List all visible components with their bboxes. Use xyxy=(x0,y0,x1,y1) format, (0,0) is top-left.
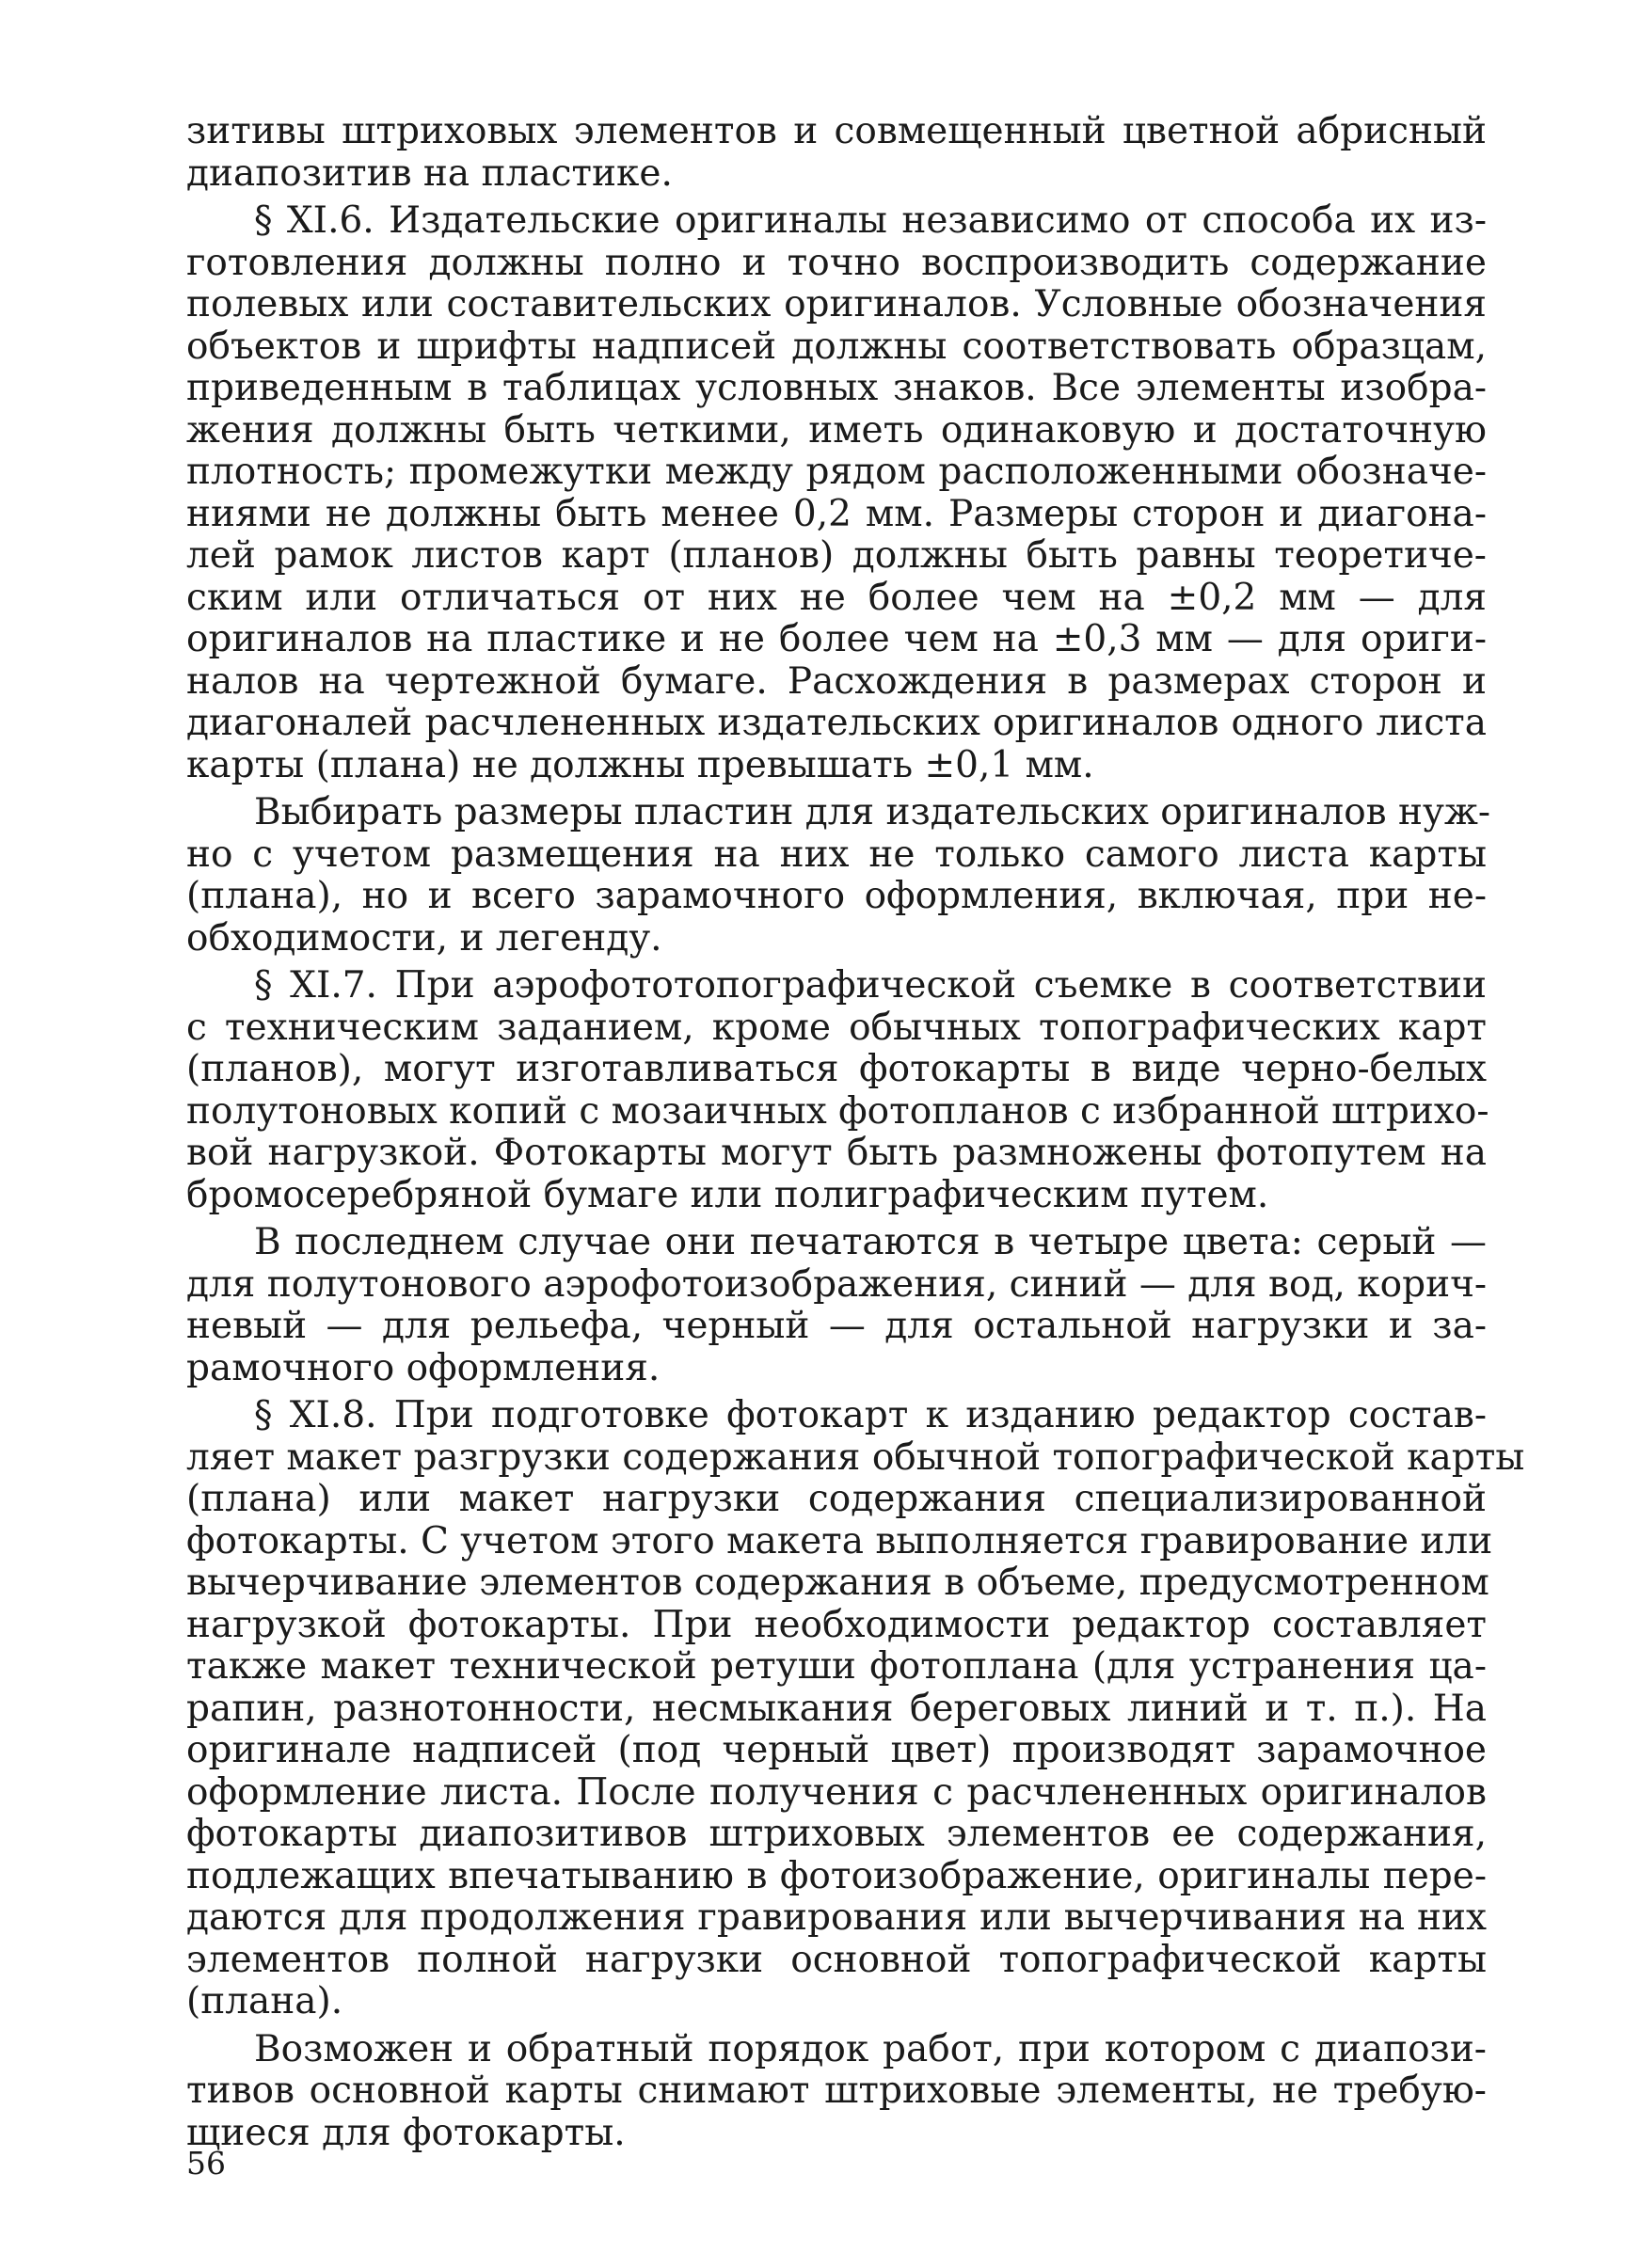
text-line: полутоновых копий с мозаичных фотопланов с избранной штрихо- xyxy=(186,1089,1489,1133)
text-line: но с учетом размещения на них не только самого листа карты xyxy=(186,833,1487,876)
text-line: диапозитив на пластике. xyxy=(186,151,673,195)
section-paragraph-xi-8 xyxy=(186,1394,1525,2023)
section-paragraph-xi-6 xyxy=(186,200,1487,786)
paragraph xyxy=(186,791,1491,960)
text-line: полевых или составительских оригиналов. Условные обозначения xyxy=(186,283,1487,325)
text-line: подлежащих впечатыванию в фотоизображение, оригиналы пере- xyxy=(186,1854,1487,1897)
text-line: ским или отличаться от них не более чем на ±0,2 мм — для xyxy=(186,576,1487,619)
paragraph xyxy=(186,1222,1487,1389)
text-line: вычерчивание элементов содержания в объеме, предусмотренном xyxy=(186,1562,1489,1604)
text-line: щиеся для фотокарты. xyxy=(186,2111,626,2154)
text-line: вой нагрузкой. Фотокарты могут быть размножены фотопутем на xyxy=(186,1132,1487,1174)
text-line: (плана), но и всего зарамочного оформления, включая, при не- xyxy=(186,875,1487,917)
text-line: налов на чертежной бумаге. Расхождения в размерах сторон и xyxy=(186,659,1487,703)
text-line: приведенным в таблицах условных знаков. Все элементы изобра- xyxy=(186,367,1487,409)
text-line: диагоналей расчлененных издательских оригиналов одного листа xyxy=(186,702,1487,744)
text-line: Возможен и обратный порядок работ, при котором с диапози- xyxy=(254,2027,1487,2070)
text-line: для полутонового аэрофотоизображения, синий — для вод, корич- xyxy=(186,1262,1488,1306)
text-line: тивов основной карты снимают штриховые элементы, не требую- xyxy=(186,2070,1487,2112)
text-line: объектов и шрифты надписей должны соответствовать образцам, xyxy=(186,325,1487,368)
text-line: также макет технической ретуши фотоплана (для устранения ца- xyxy=(186,1645,1487,1688)
section-paragraph-xi-7 xyxy=(186,965,1487,1216)
text-line: § XI.7. При аэрофототопографической съемке в соответствии xyxy=(254,964,1487,1007)
text-line: лей рамок листов карт (планов) должны быть равны теоретиче- xyxy=(186,534,1487,577)
text-line: готовления должны полно и точно воспроизводить содержание xyxy=(186,241,1487,284)
text-line: (плана). xyxy=(186,1980,343,2022)
text-line: рапин, разнотонности, несмыкания береговых линий и т. п.). На xyxy=(186,1687,1487,1730)
text-line: оригинале надписей (под черный цвет) производят зарамочное xyxy=(186,1729,1487,1771)
text-line: бромосеребряной бумаге или полиграфическим путем. xyxy=(186,1173,1269,1216)
paragraph xyxy=(186,111,1487,195)
text-line: ниями не должны быть менее 0,2 мм. Размеры сторон и диагона- xyxy=(186,492,1487,535)
text-line: В последнем случае они печатаются в четыре цвета: серый — xyxy=(254,1221,1487,1263)
text-line: жения должны быть четкими, иметь одинаковую и достаточную xyxy=(186,408,1487,452)
page-body xyxy=(186,110,1525,2154)
text-line: элементов полной нагрузки основной топографической карты xyxy=(186,1938,1487,1981)
text-line: фотокарты. С учетом этого макета выполняется гравирование или xyxy=(186,1519,1493,1562)
text-line: обходимости, и легенду. xyxy=(186,916,662,960)
text-line: карты (плана) не должны превышать ±0,1 мм. xyxy=(186,743,1094,786)
text-line: оформление листа. После получения с расчлененных оригиналов xyxy=(186,1770,1487,1814)
text-line: зитивы штриховых элементов и совмещенный цветной абрисный xyxy=(186,110,1487,152)
text-line: § XI.6. Издательские оригиналы независимо от способа их из- xyxy=(254,199,1487,242)
text-line: (планов), могут изготавливаться фотокарты в виде черно-белых xyxy=(186,1048,1487,1090)
text-line: (плана) или макет нагрузки содержания специализированной xyxy=(186,1478,1487,1520)
page-number: 56 xyxy=(186,2145,226,2181)
text-line: оригиналов на пластике и не более чем на ±0,3 мм — для ориги- xyxy=(186,618,1487,660)
text-line: фотокарты диапозитивов штриховых элементов ее содержания, xyxy=(186,1813,1487,1855)
text-line: плотность; промежутки между рядом расположенными обозначе- xyxy=(186,451,1487,493)
text-line: с техническим заданием, кроме обычных топографических карт xyxy=(186,1006,1487,1049)
text-line: Выбирать размеры пластин для издательских оригиналов нуж- xyxy=(254,791,1491,833)
text-line: рамочного оформления. xyxy=(186,1346,661,1389)
text-line: ляет макет разгрузки содержания обычной топографической карты xyxy=(186,1435,1525,1479)
text-line: даются для продолжения гравирования или вычерчивания на них xyxy=(186,1896,1487,1939)
text-line: невый — для рельефа, черный — для остальной нагрузки и за- xyxy=(186,1305,1487,1347)
paragraph xyxy=(186,2029,1487,2155)
text-line: § XI.8. При подготовке фотокарт к изданию редактор состав- xyxy=(254,1394,1487,1436)
text-line: нагрузкой фотокарты. При необходимости редактор составляет xyxy=(186,1603,1487,1646)
